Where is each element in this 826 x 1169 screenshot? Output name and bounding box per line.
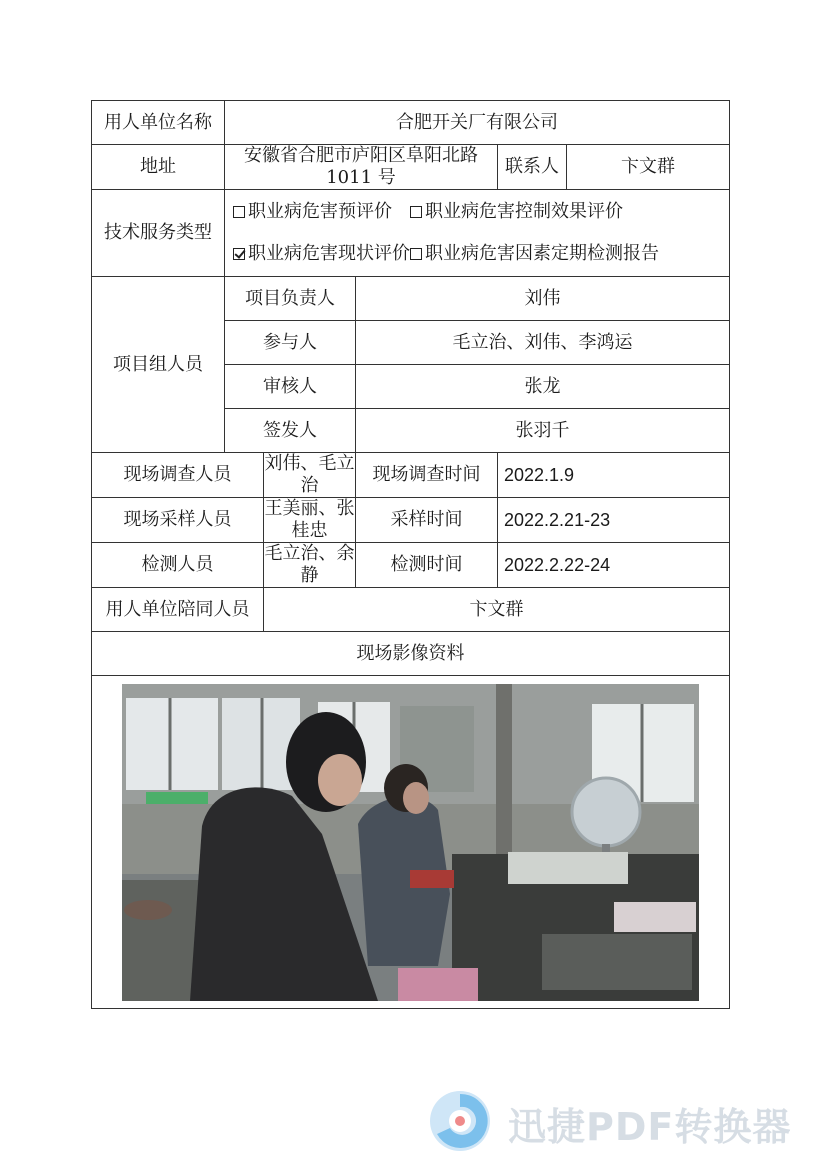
- employer-label: 用人单位名称: [92, 101, 225, 145]
- watermark-logo-icon: [428, 1088, 500, 1154]
- checkbox-status-evaluation[interactable]: [233, 248, 245, 260]
- contact-value: 卞文群: [567, 145, 730, 190]
- team-role: 签发人: [225, 409, 356, 453]
- testing-staff-label: 检测人员: [92, 543, 264, 588]
- checkbox-control-effect[interactable]: [410, 206, 422, 218]
- team-role: 审核人: [225, 365, 356, 409]
- service-line-2: [225, 233, 729, 275]
- photo-cell: [92, 676, 730, 1009]
- team-name: 毛立治、刘伟、李鸿运: [356, 321, 730, 365]
- watermark: [428, 1088, 808, 1154]
- site-photo: [122, 684, 699, 1001]
- photo-section-title: 现场影像资料: [92, 632, 730, 676]
- service-option-label: 职业病危害控制效果评价: [425, 201, 623, 222]
- team-name: 张羽千: [356, 409, 730, 453]
- escort-value: 卞文群: [264, 588, 730, 632]
- sampling-time-value: 2022.2.21-23: [498, 498, 730, 543]
- address-label: 地址: [92, 145, 225, 190]
- service-option-label: 职业病危害现状评价: [248, 243, 410, 264]
- service-option-label: 职业病危害因素定期检测报告: [425, 243, 659, 264]
- team-role: 项目负责人: [225, 277, 356, 321]
- sampling-staff-value: 王美丽、张桂忠: [264, 498, 355, 541]
- checkbox-periodic-testing[interactable]: [410, 248, 422, 260]
- watermark-text: 迅捷PDF转换器: [508, 1105, 792, 1149]
- survey-time-value: 2022.1.9: [498, 453, 730, 498]
- team-role: 参与人: [225, 321, 356, 365]
- sampling-staff-label: 现场采样人员: [92, 498, 264, 543]
- team-name: 刘伟: [356, 277, 730, 321]
- testing-time-label: 检测时间: [356, 543, 498, 588]
- testing-time-value: 2022.2.22-24: [498, 543, 730, 588]
- info-table: [91, 100, 730, 1009]
- checkbox-pre-evaluation[interactable]: [233, 206, 245, 218]
- survey-staff-value: 刘伟、毛立治: [264, 453, 355, 496]
- team-label: 项目组人员: [92, 277, 225, 453]
- team-name: 张龙: [356, 365, 730, 409]
- address-value: [225, 145, 498, 190]
- survey-time-label: 现场调查时间: [356, 453, 498, 498]
- address-line1: 安徽省合肥市庐阳区阜阳北路: [244, 145, 478, 166]
- service-option-label: 职业病危害预评价: [248, 201, 392, 222]
- sampling-time-label: 采样时间: [356, 498, 498, 543]
- service-type-label: 技术服务类型: [92, 190, 225, 277]
- testing-staff-value: 毛立治、余静: [264, 543, 355, 586]
- escort-label: 用人单位陪同人员: [92, 588, 264, 632]
- contact-label: 联系人: [498, 145, 567, 190]
- survey-staff-label: 现场调查人员: [92, 453, 264, 498]
- service-line-1: [225, 191, 729, 233]
- address-line2: 1011 号: [326, 167, 396, 188]
- employer-value: 合肥开关厂有限公司: [225, 101, 730, 145]
- service-type-options: [225, 190, 730, 277]
